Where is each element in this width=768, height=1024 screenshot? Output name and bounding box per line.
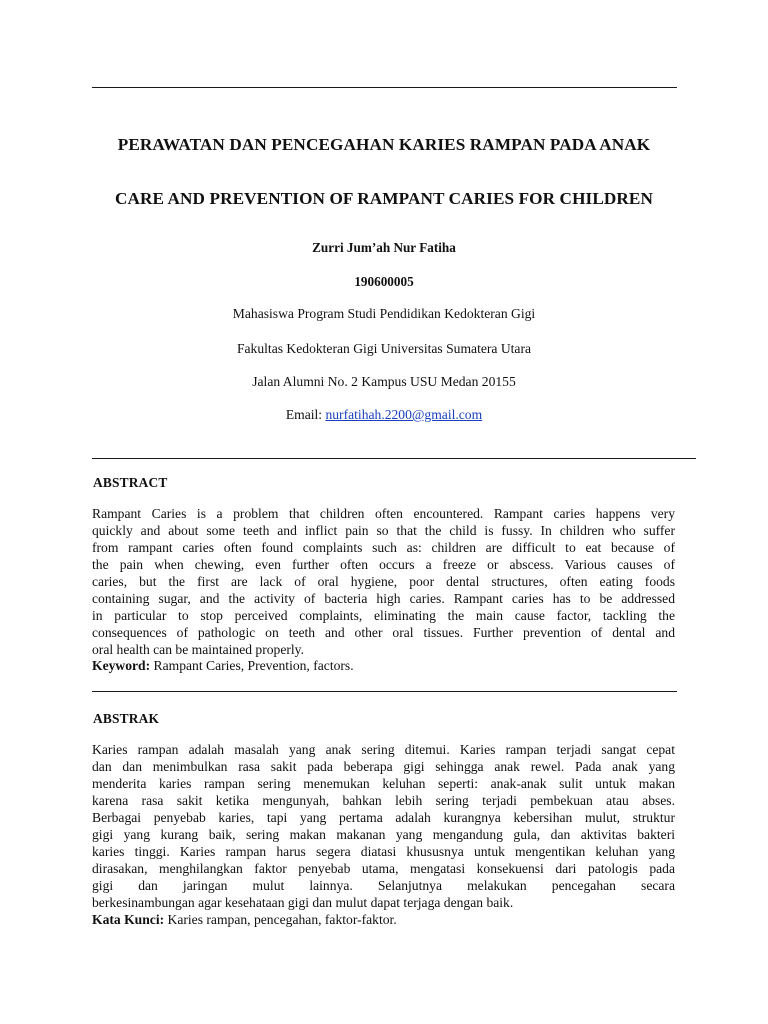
author-name: Zurri Jum’ah Nur Fatiha <box>312 240 456 255</box>
abstrak-line: gigi dan jaringan mulut lainnya. Selanjutnya melakukan pencegahan secara <box>92 878 675 893</box>
affiliation-program: Mahasiswa Program Studi Pendidikan Kedokteran Gigi <box>232 306 536 321</box>
abstract-line: quickly and about some teeth and inflict pain so that the child is fussy. In children who suffer <box>92 523 675 538</box>
abstract-line: in particular to stop perceived complaints, eliminating the main cause factor, tackling the <box>92 608 675 623</box>
abstrak-line: Karies rampan adalah masalah yang anak sering ditemui. Karies rampan terjadi sangat cepat <box>92 742 675 757</box>
abstrak-line: berkesinambungan agar kesehataan gigi dan mulut dapat terjaga dengan baik. <box>92 895 514 910</box>
abstrak-line: dan dan menimbulkan rasa sakit pada beberapa gigi sehingga anak rewel. Pada anak yang <box>92 759 675 774</box>
affiliation-faculty: Fakultas Kedokteran Gigi Universitas Sumatera Utara <box>236 341 532 356</box>
abstract-line: oral health can be maintained properly. <box>92 642 304 657</box>
title-english: CARE AND PREVENTION OF RAMPANT CARIES FOR CHILDREN <box>114 189 653 208</box>
affiliation-address: Jalan Alumni No. 2 Kampus USU Medan 20155 <box>252 374 516 389</box>
kata-kunci-values: Karies rampan, pencegahan, faktor-faktor. <box>164 912 397 927</box>
abstract-line: from rampant caries often found complaints such as: children are difficult to eat because of <box>92 540 675 555</box>
email-link[interactable]: nurfatihah.2200@gmail.com <box>325 407 483 422</box>
abstract-line: caries, but the first are lack of oral hygiene, poor dental structures, often eating foods <box>92 574 675 589</box>
abstract-keywords <box>92 658 354 674</box>
top-divider <box>92 87 677 88</box>
abstrak-line: Berbagai penyebab karies, tapi yang pertama adalah kurangnya kebersihan mulut, struktur <box>92 810 675 825</box>
abstrak-divider <box>92 691 677 692</box>
abstrak-line: karies tinggi. Karies rampan harus segera diatasi khususnya untuk mengentikan keluhan yang <box>92 844 675 859</box>
keyword-label: Keyword: <box>92 658 151 673</box>
student-id: 190600005 <box>354 274 414 289</box>
abstract-line: the pain when chewing, even further often occurs a freeze or abscess. Various causes of <box>92 557 675 572</box>
abstract-body <box>92 505 675 658</box>
abstrak-heading: ABSTRAK <box>93 711 160 726</box>
abstrak-line: dirasakan, menghilangkan faktor penyebab utama, mengatasi konsekuensi dari patologis pada <box>92 861 675 876</box>
abstract-divider <box>92 458 696 459</box>
author-email <box>0 407 768 423</box>
keyword-values: Rampant Caries, Prevention, factors. <box>150 658 354 673</box>
abstract-line: consequences of pathologic on teeth and other oral tissues. Further prevention of dental and <box>92 625 675 640</box>
kata-kunci-label: Kata Kunci: <box>92 912 165 927</box>
abstract-line: containing sugar, and the activity of bacteria high caries. Rampant caries has to be addressed <box>92 591 675 606</box>
email-label: Email: <box>285 407 326 422</box>
abstrak-body <box>92 741 675 911</box>
abstrak-line: gigi yang kurang baik, sering makan makanan yang mengandung gula, dan aktivitas bakteri <box>92 827 675 842</box>
abstrak-line: menderita karies rampan sering menemukan keluhan seperti: anak-anak sulit untuk makan <box>92 776 675 791</box>
title-indonesian: PERAWATAN DAN PENCEGAHAN KARIES RAMPAN PADA ANAK <box>117 135 651 154</box>
abstract-heading: ABSTRACT <box>93 475 168 490</box>
abstrak-keywords <box>92 912 397 928</box>
abstract-line: Rampant Caries is a problem that children often encountered. Rampant caries happens very <box>92 506 675 521</box>
abstrak-line: karena rasa sakit ketika mengunyah, bahkan lebih sering terjadi pembekuan atau abses. <box>92 793 675 808</box>
